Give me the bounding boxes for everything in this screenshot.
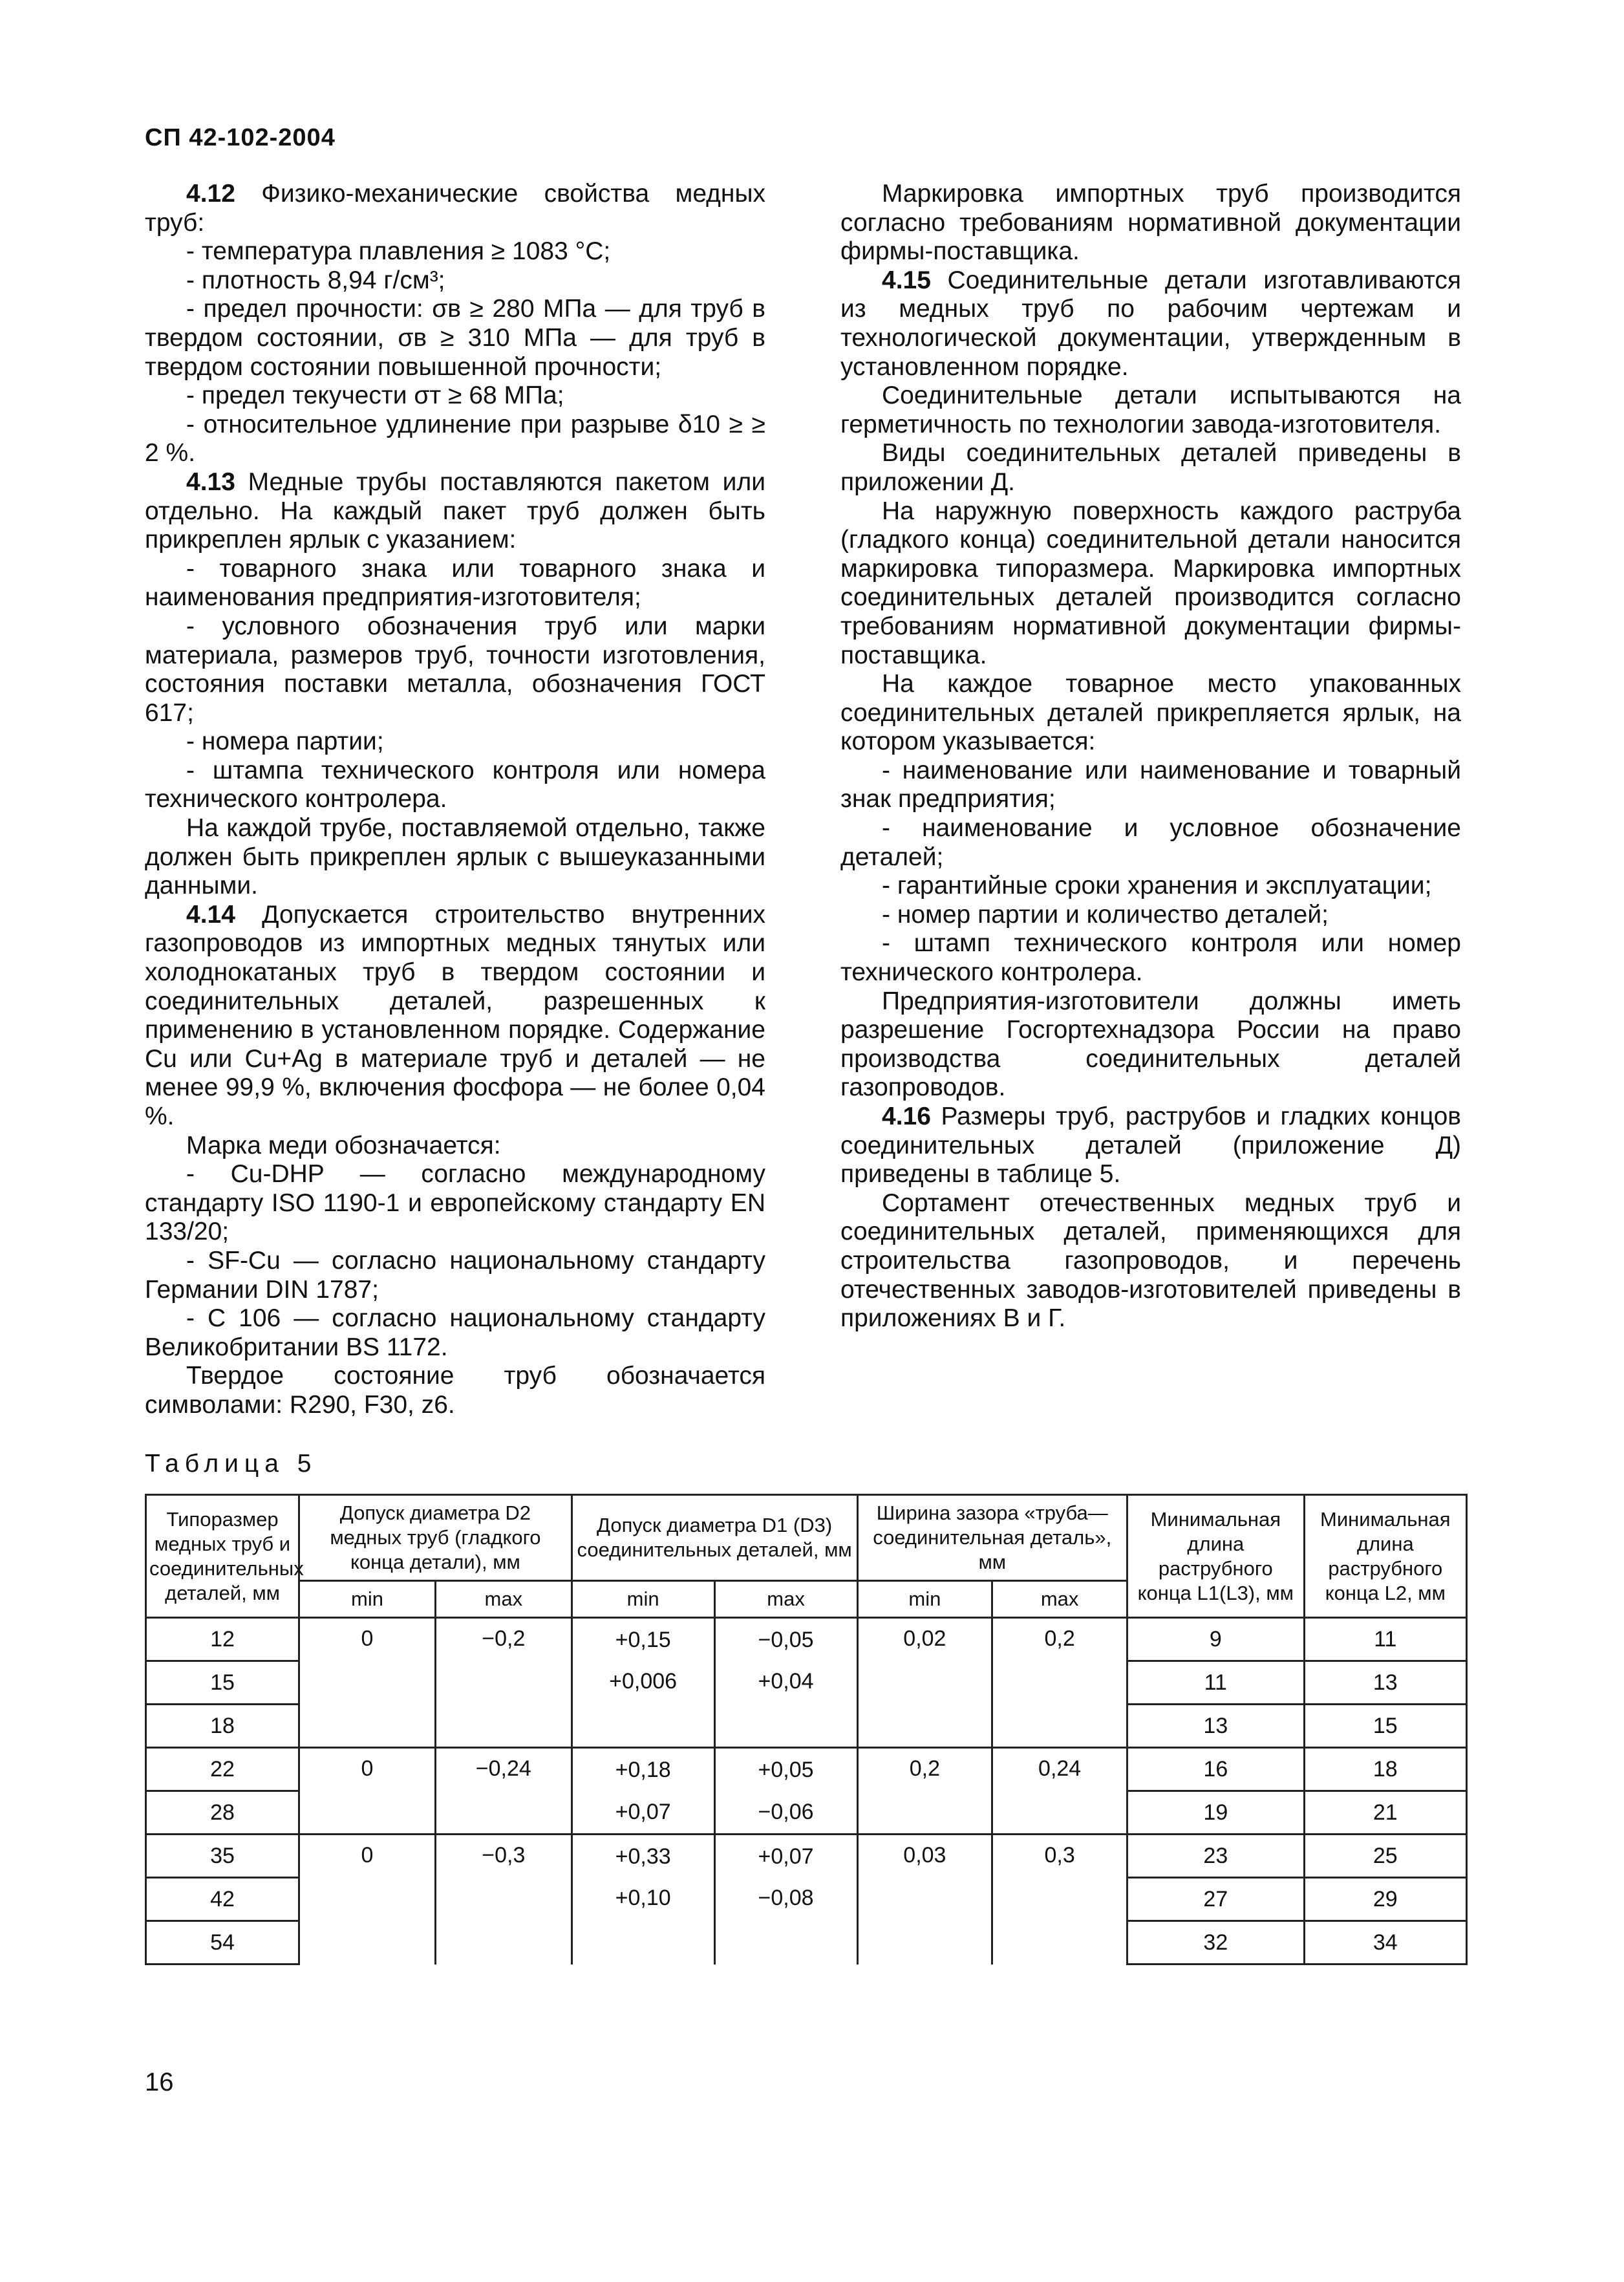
paragraph-text: - температура плавления ≥ 1083 °С; bbox=[186, 237, 611, 266]
paragraph-text: - товарного знака или товарного знака и наименования предприятия-изготовителя; bbox=[145, 554, 765, 612]
cell-size: 35 bbox=[146, 1835, 299, 1878]
cell-l2: 13 bbox=[1304, 1661, 1466, 1705]
paragraph bbox=[145, 468, 765, 555]
header-gap: Ширина зазора «труба—соединительная деталь», мм bbox=[857, 1495, 1127, 1581]
cell-l1: 11 bbox=[1127, 1661, 1305, 1705]
document-code: СП 42-102-2004 bbox=[145, 124, 336, 151]
paragraph bbox=[145, 727, 765, 757]
table-row bbox=[146, 1748, 1467, 1791]
paragraph bbox=[840, 1103, 1461, 1189]
paragraph bbox=[145, 612, 765, 727]
paragraph-text: Виды соединительных деталей приведены в приложении Д. bbox=[840, 439, 1461, 496]
paragraph-text: Предприятия-изготовители должны иметь разрешение Госгортехнадзора России на право производства соединительных деталей газопроводов. bbox=[840, 987, 1461, 1102]
cell-d2-min: 0 bbox=[299, 1835, 436, 1964]
paragraph bbox=[840, 987, 1461, 1103]
header-d2: Допуск диаметра D2 медных труб (гладкого конца детали), мм bbox=[299, 1495, 572, 1581]
cell-d1-min: +0,006 bbox=[572, 1661, 714, 1748]
cell-size: 54 bbox=[146, 1921, 299, 1964]
paragraph bbox=[145, 180, 765, 237]
paragraph bbox=[145, 1160, 765, 1247]
paragraph bbox=[145, 411, 765, 468]
cell-d1-max: +0,04 bbox=[714, 1661, 857, 1748]
cell-l2: 34 bbox=[1304, 1921, 1466, 1964]
paragraph-text: Размеры труб, раструбов и гладких концов соединительных деталей (приложение Д) приведены в таблице 5. bbox=[840, 1103, 1461, 1189]
cell-l1: 9 bbox=[1127, 1618, 1305, 1661]
cell-l1: 32 bbox=[1127, 1921, 1305, 1964]
header-max: max bbox=[992, 1581, 1127, 1618]
cell-d1-min: +0,15 bbox=[572, 1618, 714, 1661]
cell-gap-max: 0,24 bbox=[992, 1748, 1127, 1835]
paragraph-text: На наружную поверхность каждого раструба (гладкого конца) соединительной детали наносится маркировка типоразмера. Маркировка импортных соединительных деталей производится согласно требованиям нормативной документации фирмы-поставщика. bbox=[840, 497, 1461, 669]
paragraph bbox=[145, 1362, 765, 1419]
paragraph-text: - С 106 — согласно национальному стандарту Великобритании BS 1172. bbox=[145, 1304, 765, 1361]
paragraph bbox=[840, 757, 1461, 814]
cell-d1-max: +0,07 bbox=[714, 1835, 857, 1878]
cell-gap-max: 0,2 bbox=[992, 1618, 1127, 1748]
cell-d1-max: +0,05 bbox=[714, 1748, 857, 1791]
cell-l2: 15 bbox=[1304, 1705, 1466, 1748]
paragraph-text: - номер партии и количество деталей; bbox=[882, 900, 1329, 929]
paragraph-text: Физико-механические свойства медных труб: bbox=[145, 180, 765, 237]
header-min: min bbox=[857, 1581, 992, 1618]
cell-d1-max: −0,08 bbox=[714, 1878, 857, 1964]
paragraph-text: - номера партии; bbox=[186, 727, 384, 756]
header-l1: Минимальная длина раструбного конца L1(L3), мм bbox=[1127, 1495, 1305, 1618]
paragraph-text: Сортамент отечественных медных труб и соединительных деталей, применяющихся для строительства газопроводов, и перечень отечественных заводов-изготовителей приведены в приложениях В и Г. bbox=[840, 1189, 1461, 1333]
paragraph bbox=[840, 497, 1461, 671]
cell-l2: 11 bbox=[1304, 1618, 1466, 1661]
section-number: 4.15 bbox=[882, 266, 931, 294]
paragraph bbox=[145, 295, 765, 382]
paragraph-text: - предел прочности: σв ≥ 280 МПа — для труб в твердом состоянии, σв ≥ 310 МПа — для труб в твердом состоянии повышенной прочности; bbox=[145, 295, 765, 381]
cell-l1: 27 bbox=[1127, 1878, 1305, 1921]
cell-d1-min: +0,18 bbox=[572, 1748, 714, 1791]
section-number: 4.14 bbox=[186, 900, 235, 929]
paragraph-text: Марка меди обозначается: bbox=[186, 1131, 501, 1159]
cell-size: 42 bbox=[146, 1878, 299, 1921]
paragraph-text: На каждой трубе, поставляемой отдельно, также должен быть прикреплен ярлык с вышеуказанными данными. bbox=[145, 814, 765, 900]
paragraph bbox=[840, 266, 1461, 382]
paragraph-text: - наименование или наименование и товарный знак предприятия; bbox=[840, 756, 1461, 813]
paragraph bbox=[840, 382, 1461, 439]
paragraph bbox=[145, 1247, 765, 1304]
cell-l1: 19 bbox=[1127, 1791, 1305, 1835]
paragraph-text: - предел текучести σт ≥ 68 МПа; bbox=[186, 382, 564, 410]
right-column bbox=[840, 180, 1461, 1333]
section-number: 4.13 bbox=[186, 468, 235, 496]
header-d1: Допуск диаметра D1 (D3) соединительных деталей, мм bbox=[572, 1495, 857, 1581]
header-min: min bbox=[572, 1581, 714, 1618]
cell-l1: 13 bbox=[1127, 1705, 1305, 1748]
cell-l2: 29 bbox=[1304, 1878, 1466, 1921]
paragraph bbox=[840, 814, 1461, 872]
paragraph bbox=[840, 872, 1461, 901]
section-number: 4.12 bbox=[186, 180, 235, 208]
paragraph bbox=[145, 1304, 765, 1362]
paragraph bbox=[145, 814, 765, 901]
paragraph-text: Допускается строительство внутренних газопроводов из импортных медных тянутых или холоднокатаных труб в твердом состоянии и соединительных деталей, разрешенных к применению в установленном порядке. Содержание Cu или Cu+Ag в материале труб и деталей — не менее 99,9 %, включения фосфора — не более 0,04 %. bbox=[145, 900, 765, 1130]
table-row bbox=[146, 1618, 1467, 1661]
cell-l1: 23 bbox=[1127, 1835, 1305, 1878]
cell-d2-max: −0,2 bbox=[435, 1618, 572, 1748]
paragraph bbox=[145, 237, 765, 266]
cell-gap-min: 0,03 bbox=[857, 1835, 992, 1964]
left-column bbox=[145, 180, 765, 1420]
cell-l2: 21 bbox=[1304, 1791, 1466, 1835]
cell-d2-min: 0 bbox=[299, 1618, 436, 1748]
paragraph-text: - относительное удлинение при разрыве δ10 ≥ ≥ 2 %. bbox=[145, 410, 765, 468]
paragraph bbox=[145, 382, 765, 411]
paragraph-text: Маркировка импортных труб производится согласно требованиям нормативной документации фирмы-поставщика. bbox=[840, 180, 1461, 266]
cell-d2-max: −0,24 bbox=[435, 1748, 572, 1835]
cell-gap-max: 0,3 bbox=[992, 1835, 1127, 1964]
paragraph-text: - штампа технического контроля или номера технического контролера. bbox=[145, 756, 765, 813]
paragraph-text: - гарантийные сроки хранения и эксплуатации; bbox=[882, 872, 1432, 900]
paragraph-text: - штамп технического контроля или номер технического контролера. bbox=[840, 929, 1461, 987]
cell-size: 22 bbox=[146, 1748, 299, 1791]
header-max: max bbox=[714, 1581, 857, 1618]
paragraph-text: - наименование и условное обозначение деталей; bbox=[840, 814, 1461, 871]
paragraph-text: - условного обозначения труб или марки материала, размеров труб, точности изготовления, состояния поставки металла, обозначения ГОСТ 617; bbox=[145, 612, 765, 727]
paragraph-text: Медные трубы поставляются пакетом или отдельно. На каждый пакет труб должен быть прикреплен ярлык с указанием: bbox=[145, 468, 765, 554]
paragraph bbox=[145, 555, 765, 612]
cell-d1-min: +0,33 bbox=[572, 1835, 714, 1878]
cell-d1-max: −0,05 bbox=[714, 1618, 857, 1661]
cell-d1-max: −0,06 bbox=[714, 1791, 857, 1835]
paragraph bbox=[145, 266, 765, 296]
paragraph-text: Соединительные детали изготавливаются из медных труб по рабочим чертежам и технологической документации, утвержденным в установленном порядке. bbox=[840, 266, 1461, 381]
section-number: 4.16 bbox=[882, 1103, 931, 1130]
paragraph bbox=[840, 929, 1461, 987]
cell-size: 28 bbox=[146, 1791, 299, 1835]
cell-size: 12 bbox=[146, 1618, 299, 1661]
cell-l2: 25 bbox=[1304, 1835, 1466, 1878]
header-l2: Минимальная длина раструбного конца L2, мм bbox=[1304, 1495, 1466, 1618]
cell-d2-min: 0 bbox=[299, 1748, 436, 1835]
paragraph bbox=[840, 439, 1461, 497]
paragraph bbox=[145, 757, 765, 814]
table-title: Таблица 5 bbox=[145, 1450, 317, 1478]
paragraph-text: - Cu-DHP — согласно международному стандарту ISO 1190-1 и европейскому стандарту EN 133/20; bbox=[145, 1160, 765, 1246]
table-5 bbox=[145, 1494, 1468, 1965]
header-size: Типоразмер медных труб и соединительных деталей, мм bbox=[146, 1495, 299, 1618]
cell-d2-max: −0,3 bbox=[435, 1835, 572, 1964]
cell-l2: 18 bbox=[1304, 1748, 1466, 1791]
paragraph-text: Соединительные детали испытываются на герметичность по технологии завода-изготовителя. bbox=[840, 382, 1461, 438]
header-min: min bbox=[299, 1581, 436, 1618]
paragraph bbox=[840, 901, 1461, 930]
cell-d1-min: +0,10 bbox=[572, 1878, 714, 1964]
paragraph bbox=[145, 901, 765, 1132]
header-max: max bbox=[435, 1581, 572, 1618]
page-number: 16 bbox=[145, 2068, 174, 2096]
cell-gap-min: 0,2 bbox=[857, 1748, 992, 1835]
paragraph-text: Твердое состояние труб обозначается символами: R290, F30, z6. bbox=[145, 1362, 765, 1419]
paragraph-text: На каждое товарное место упакованных соединительных деталей прикрепляется ярлык, на котором указывается: bbox=[840, 670, 1461, 756]
cell-size: 15 bbox=[146, 1661, 299, 1705]
cell-gap-min: 0,02 bbox=[857, 1618, 992, 1748]
table-row bbox=[146, 1835, 1467, 1878]
paragraph bbox=[840, 670, 1461, 757]
paragraph bbox=[145, 1132, 765, 1161]
paragraph bbox=[840, 180, 1461, 266]
paragraph-text: - SF-Cu — согласно национальному стандарту Германии DIN 1787; bbox=[145, 1246, 765, 1304]
cell-size: 18 bbox=[146, 1705, 299, 1748]
paragraph-text: - плотность 8,94 г/см³; bbox=[186, 266, 445, 294]
cell-l1: 16 bbox=[1127, 1748, 1305, 1791]
paragraph bbox=[840, 1189, 1461, 1333]
cell-d1-min: +0,07 bbox=[572, 1791, 714, 1835]
